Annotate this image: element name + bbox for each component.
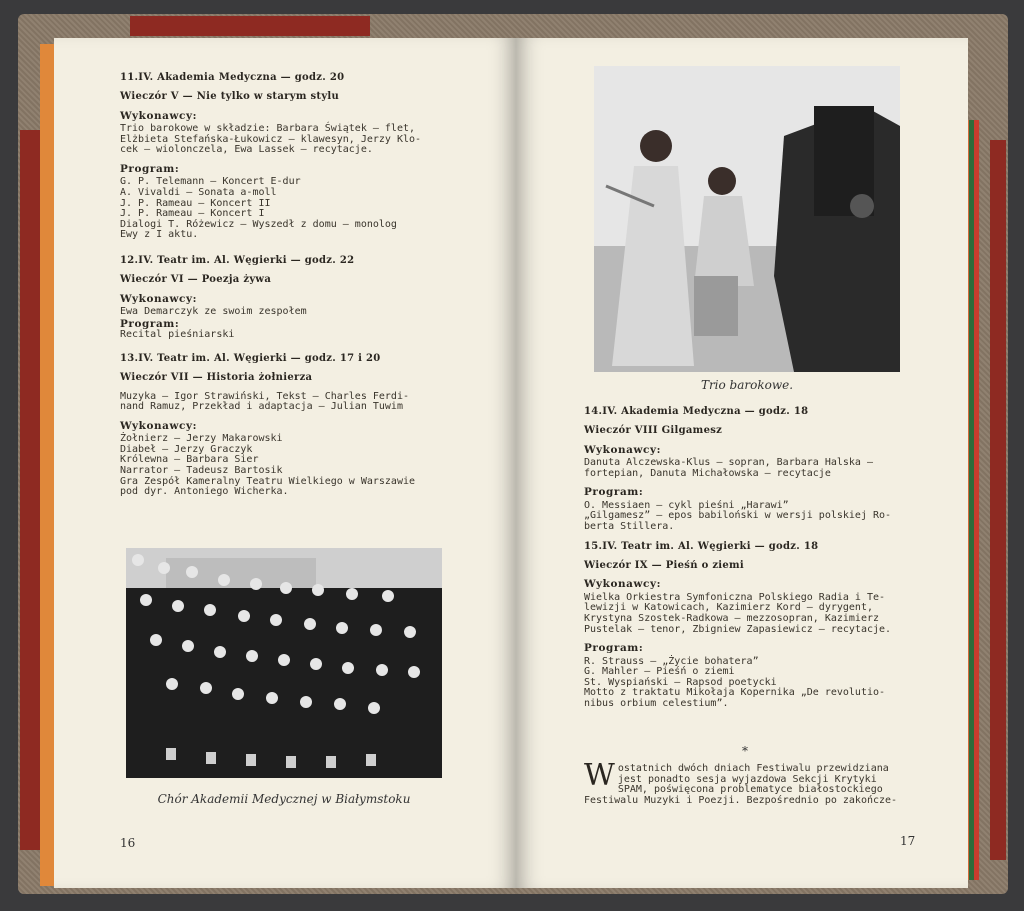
page-number-left: 16 <box>120 836 136 850</box>
closing-paragraph <box>584 758 914 806</box>
event-date-heading: 13.IV. Teatr im. Al. Węgierki — godz. 17 i 20 <box>120 352 381 364</box>
program-text: G. P. Telemann — Koncert E-dur A. Vivaldi — Sonata a-moll J. P. Rameau — Koncert II J. P. Rameau — Koncert I Dialogi T. Różewicz — Wyszedł z domu — monolog Ewy z I aktu. <box>120 176 397 241</box>
performers-text: Ewa Demarczyk ze swoim zespołem <box>120 306 307 318</box>
performers-text: Żołnierz — Jerzy Makarowski Diabeł — Jerzy Graczyk Królewna — Barbara Sier Narrator — Tadeusz Bartosik Gra Zespół Kameralny Teatru Wielkiego w Warszawie pod dyr. Antoniego Wicherka. <box>120 433 416 498</box>
event-date-heading: 11.IV. Akademia Medyczna — godz. 20 <box>120 72 345 83</box>
event-date-heading: 15.IV. Teatr im. Al. Węgierki — godz. 18 <box>584 540 819 552</box>
closing-text: ostatnich dwóch dniach Festiwalu przewidziana jest ponadto sesja wyjazdowa Sekcji Krytyki SPAM, poświęcona problematyce białostockiego Festiwalu Muzyki i Poezji. Bezpośrednio po zakończe- <box>584 763 898 806</box>
page-number-right: 17 <box>900 834 916 848</box>
event-date-heading: 14.IV. Akademia Medyczna — godz. 18 <box>584 406 809 417</box>
program-text: Recital pieśniarski <box>120 329 235 341</box>
performers-text: Trio barokowe w składzie: Barbara Świątek — flet, Elżbieta Stefańska-Łukowicz — klawesyn, Jerzy Klo- cek — wiolonczela, Ewa Lassek — recytacje. <box>120 123 422 156</box>
cover-red-band-right <box>990 140 1006 860</box>
event-title: Wieczór IX — Pieśń o ziemi <box>584 560 745 571</box>
left-page-edge <box>40 44 54 886</box>
performers-label: Wykonawcy: <box>584 578 662 591</box>
choir-photo-image <box>126 548 442 778</box>
event-title: Wieczór VIII Gilgamesz <box>584 425 723 437</box>
left-page <box>54 38 516 888</box>
program-text: O. Messiaen — cykl pieśni „Harawi” „Gilgamesz” — epos babiloński w wersji polskiej Ro- berta Stillera. <box>584 499 892 532</box>
event-title: Wieczór V — Nie tylko w starym stylu <box>120 91 340 103</box>
trio-photo-caption: Trio barokowe. <box>700 378 794 392</box>
program-text: R. Strauss — „Życie bohatera” G. Mahler — Pieśń o ziemi St. Wyspiański — Rapsod poetycki Motto z traktatu Mikołaja Kopernika „De revolutio- nibus orbium celestium”. <box>584 655 886 709</box>
right-page <box>516 38 968 888</box>
event-title: Wieczór VI — Poezja żywa <box>120 274 272 286</box>
performers-text: Wielka Orkiestra Symfoniczna Polskiego Radia i Te- lewizji w Katowicach, Kazimierz Kord — dyrygent, Krystyna Szostek-Radkowa — mezzosopran, Kazimierz Pustelak — tenor, Zbigniew Zapasiewicz — recytacje. <box>584 591 892 635</box>
performers-label: Wykonawcy: <box>584 443 662 456</box>
performers-text: Danuta Alczewska-Klus — sopran, Barbara Halska — fortepian, Danuta Michałowska — recytacje <box>584 457 873 479</box>
program-label: Program: <box>120 163 180 175</box>
trio-photo-image <box>594 66 900 372</box>
cover-red-band-left <box>20 130 40 850</box>
trio-photo <box>594 66 900 372</box>
right-text-column <box>584 406 914 718</box>
drop-cap: W <box>584 758 615 793</box>
performers-label: Wykonawcy: <box>120 109 198 122</box>
event-date-heading: 12.IV. Teatr im. Al. Węgierki — godz. 22 <box>120 254 355 266</box>
choir-photo-caption: Chór Akademii Medycznej w Białymstoku <box>157 792 411 806</box>
section-divider: * <box>742 744 748 758</box>
cover-red-band-top <box>130 16 370 36</box>
program-label: Program: <box>584 486 644 499</box>
choir-photo <box>126 548 442 778</box>
event-title: Wieczór VII — Historia żołnierza <box>120 372 313 384</box>
program-label: Program: <box>120 317 180 330</box>
performers-label: Wykonawcy: <box>120 419 198 432</box>
left-text-column <box>120 72 450 506</box>
performers-label: Wykonawcy: <box>120 292 198 305</box>
credits-text: Muzyka — Igor Strawiński, Tekst — Charles Ferdi- nand Ramuz, Przekład i adaptacja — Julian Tuwim <box>120 390 409 413</box>
program-label: Program: <box>584 642 644 655</box>
